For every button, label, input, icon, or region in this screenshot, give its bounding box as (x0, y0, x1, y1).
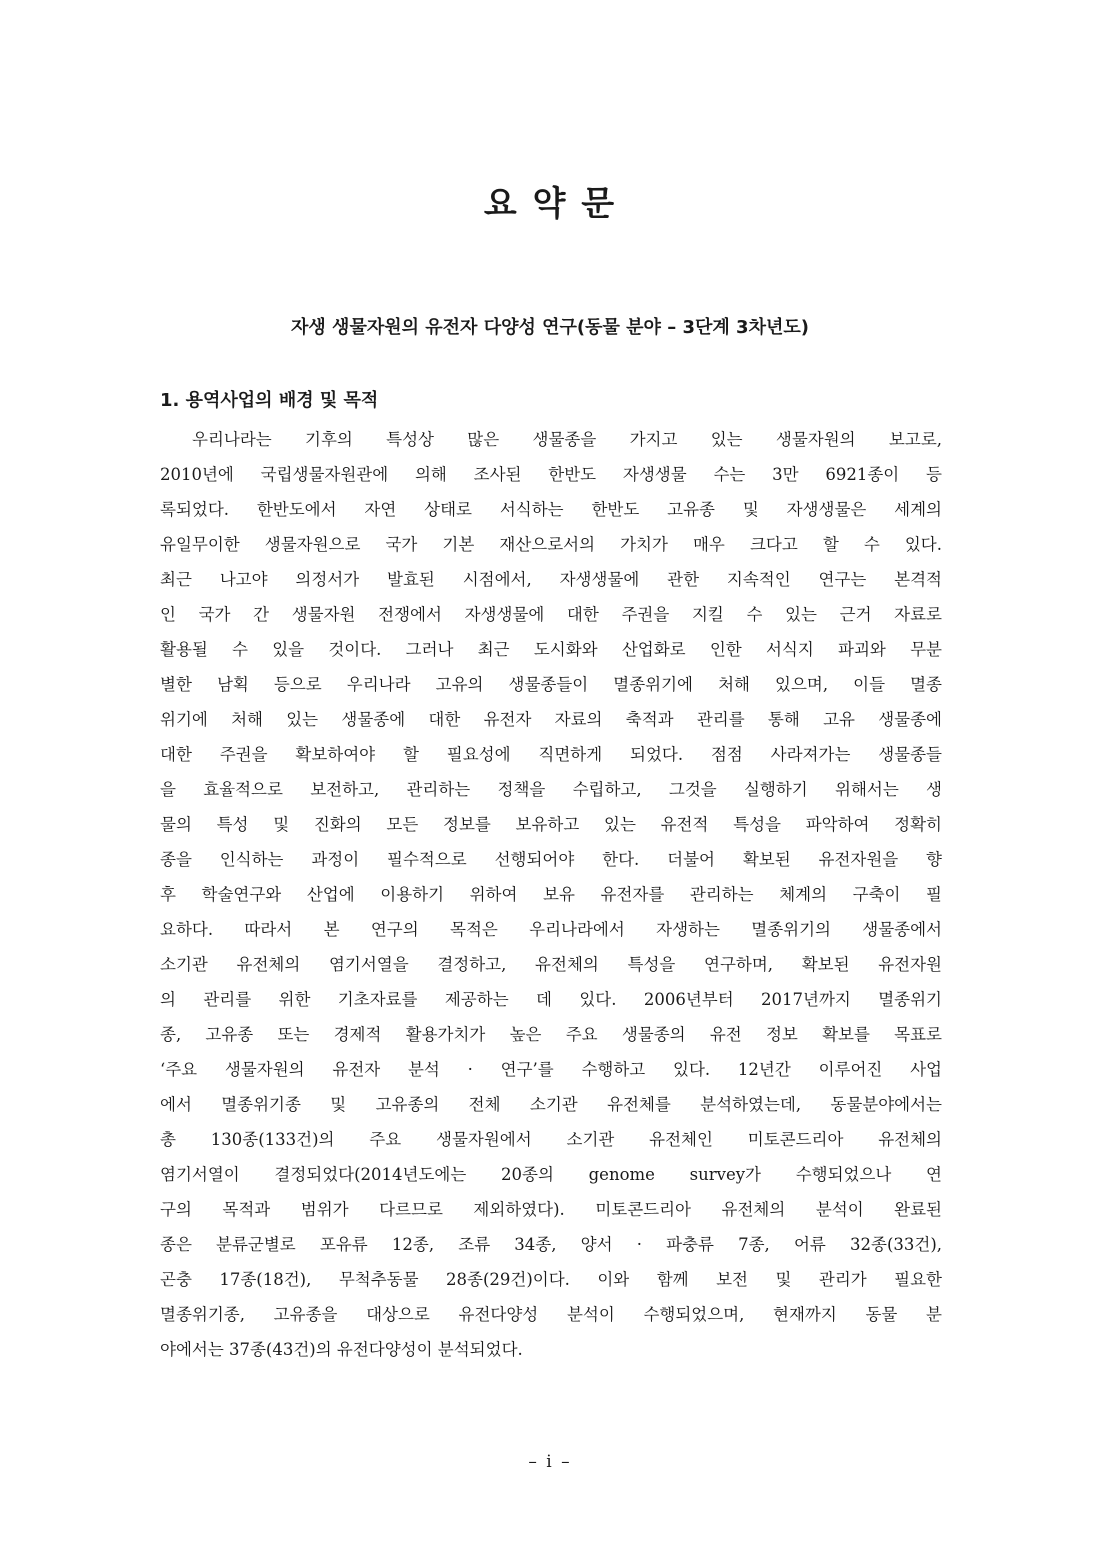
body-text-line: 대한 주권을 확보하여야 할 필요성에 직면하게 되었다. 점점 사라져가는 생물종들 (160, 745, 942, 764)
body-text-line: 2010년에 국립생물자원관에 의해 조사된 한반도 자생생물 수는 3만 6921종이 등 (160, 465, 942, 484)
body-text-line: 염기서열이 결정되었다(2014년도에는 20종의 genome survey가 수행되었으나 연 (160, 1165, 942, 1184)
body-text-line: 을 효율적으로 보전하고, 관리하는 정책을 수립하고, 그것을 실행하기 위해서는 생 (160, 780, 942, 799)
page-title: 요 약 문 (483, 184, 617, 224)
body-text-line: 곤충 17종(18건), 무척추동물 28종(29건)이다. 이와 함께 보전 및 관리가 필요한 (160, 1270, 942, 1289)
body-text-line: 우리나라는 기후의 특성상 많은 생물종을 가지고 있는 생물자원의 보고로, (192, 430, 942, 449)
body-text-line: 물의 특성 및 진화의 모든 정보를 보유하고 있는 유전적 특성을 파악하여 정확히 (160, 815, 942, 834)
body-text-line: 인 국가 간 생물자원 전쟁에서 자생생물에 대한 주권을 지킬 수 있는 근거 자료로 (160, 605, 942, 624)
body-text-line: 록되었다. 한반도에서 자연 상태로 서식하는 한반도 고유종 및 자생생물은 세계의 (160, 500, 942, 519)
body-text-line: 구의 목적과 범위가 다르므로 제외하였다). 미토콘드리아 유전체의 분석이 완료된 (160, 1200, 942, 1219)
body-text-line: 멸종위기종, 고유종을 대상으로 유전다양성 분석이 수행되었으며, 현재까지 동물 분 (160, 1305, 942, 1324)
body-text-line: 별한 남획 등으로 우리나라 고유의 생물종들이 멸종위기에 처해 있으며, 이들 멸종 (160, 675, 942, 694)
body-text-line: ‘주요 생물자원의 유전자 분석 · 연구’를 수행하고 있다. 12년간 이루어진 사업 (160, 1060, 942, 1079)
body-text-line: 후 학술연구와 산업에 이용하기 위하여 보유 유전자를 관리하는 체계의 구축이 필 (160, 885, 942, 904)
body-text-line: 종, 고유종 또는 경제적 활용가치가 높은 주요 생물종의 유전 정보 확보를 목표로 (160, 1025, 942, 1044)
body-text-line: 위기에 처해 있는 생물종에 대한 유전자 자료의 축적과 관리를 통해 고유 생물종에 (160, 710, 942, 729)
document-subtitle: 자생 생물자원의 유전자 다양성 연구(동물 분야 – 3단계 3차년도) (291, 317, 809, 338)
body-text-line: 종을 인식하는 과정이 필수적으로 선행되어야 한다. 더불어 확보된 유전자원을 향 (160, 850, 942, 869)
body-text-line: 의 관리를 위한 기초자료를 제공하는 데 있다. 2006년부터 2017년까지 멸종위기 (160, 990, 942, 1009)
section-body (160, 422, 942, 1367)
page-number: – i – (528, 1452, 572, 1472)
body-text-line: 활용될 수 있을 것이다. 그러나 최근 도시화와 산업화로 인한 서식지 파괴와 무분 (160, 640, 942, 659)
body-text-line: 종은 분류군별로 포유류 12종, 조류 34종, 양서 · 파충류 7종, 어류 32종(33건), (160, 1235, 942, 1254)
section-heading: 1. 용역사업의 배경 및 목적 (160, 390, 379, 411)
body-text-line: 에서 멸종위기종 및 고유종의 전체 소기관 유전체를 분석하였는데, 동물분야에서는 (160, 1095, 942, 1114)
body-text-line: 요하다. 따라서 본 연구의 목적은 우리나라에서 자생하는 멸종위기의 생물종에서 (160, 920, 942, 939)
body-text-line: 소기관 유전체의 염기서열을 결정하고, 유전체의 특성을 연구하며, 확보된 유전자원 (160, 955, 942, 974)
body-text-line: 최근 나고야 의정서가 발효된 시점에서, 자생생물에 관한 지속적인 연구는 본격적 (160, 570, 942, 589)
body-text-line: 유일무이한 생물자원으로 국가 기본 재산으로서의 가치가 매우 크다고 할 수 있다. (160, 535, 942, 554)
body-text-line: 야에서는 37종(43건)의 유전다양성이 분석되었다. (160, 1340, 523, 1359)
body-text-line: 총 130종(133건)의 주요 생물자원에서 소기관 유전체인 미토콘드리아 유전체의 (160, 1130, 942, 1149)
